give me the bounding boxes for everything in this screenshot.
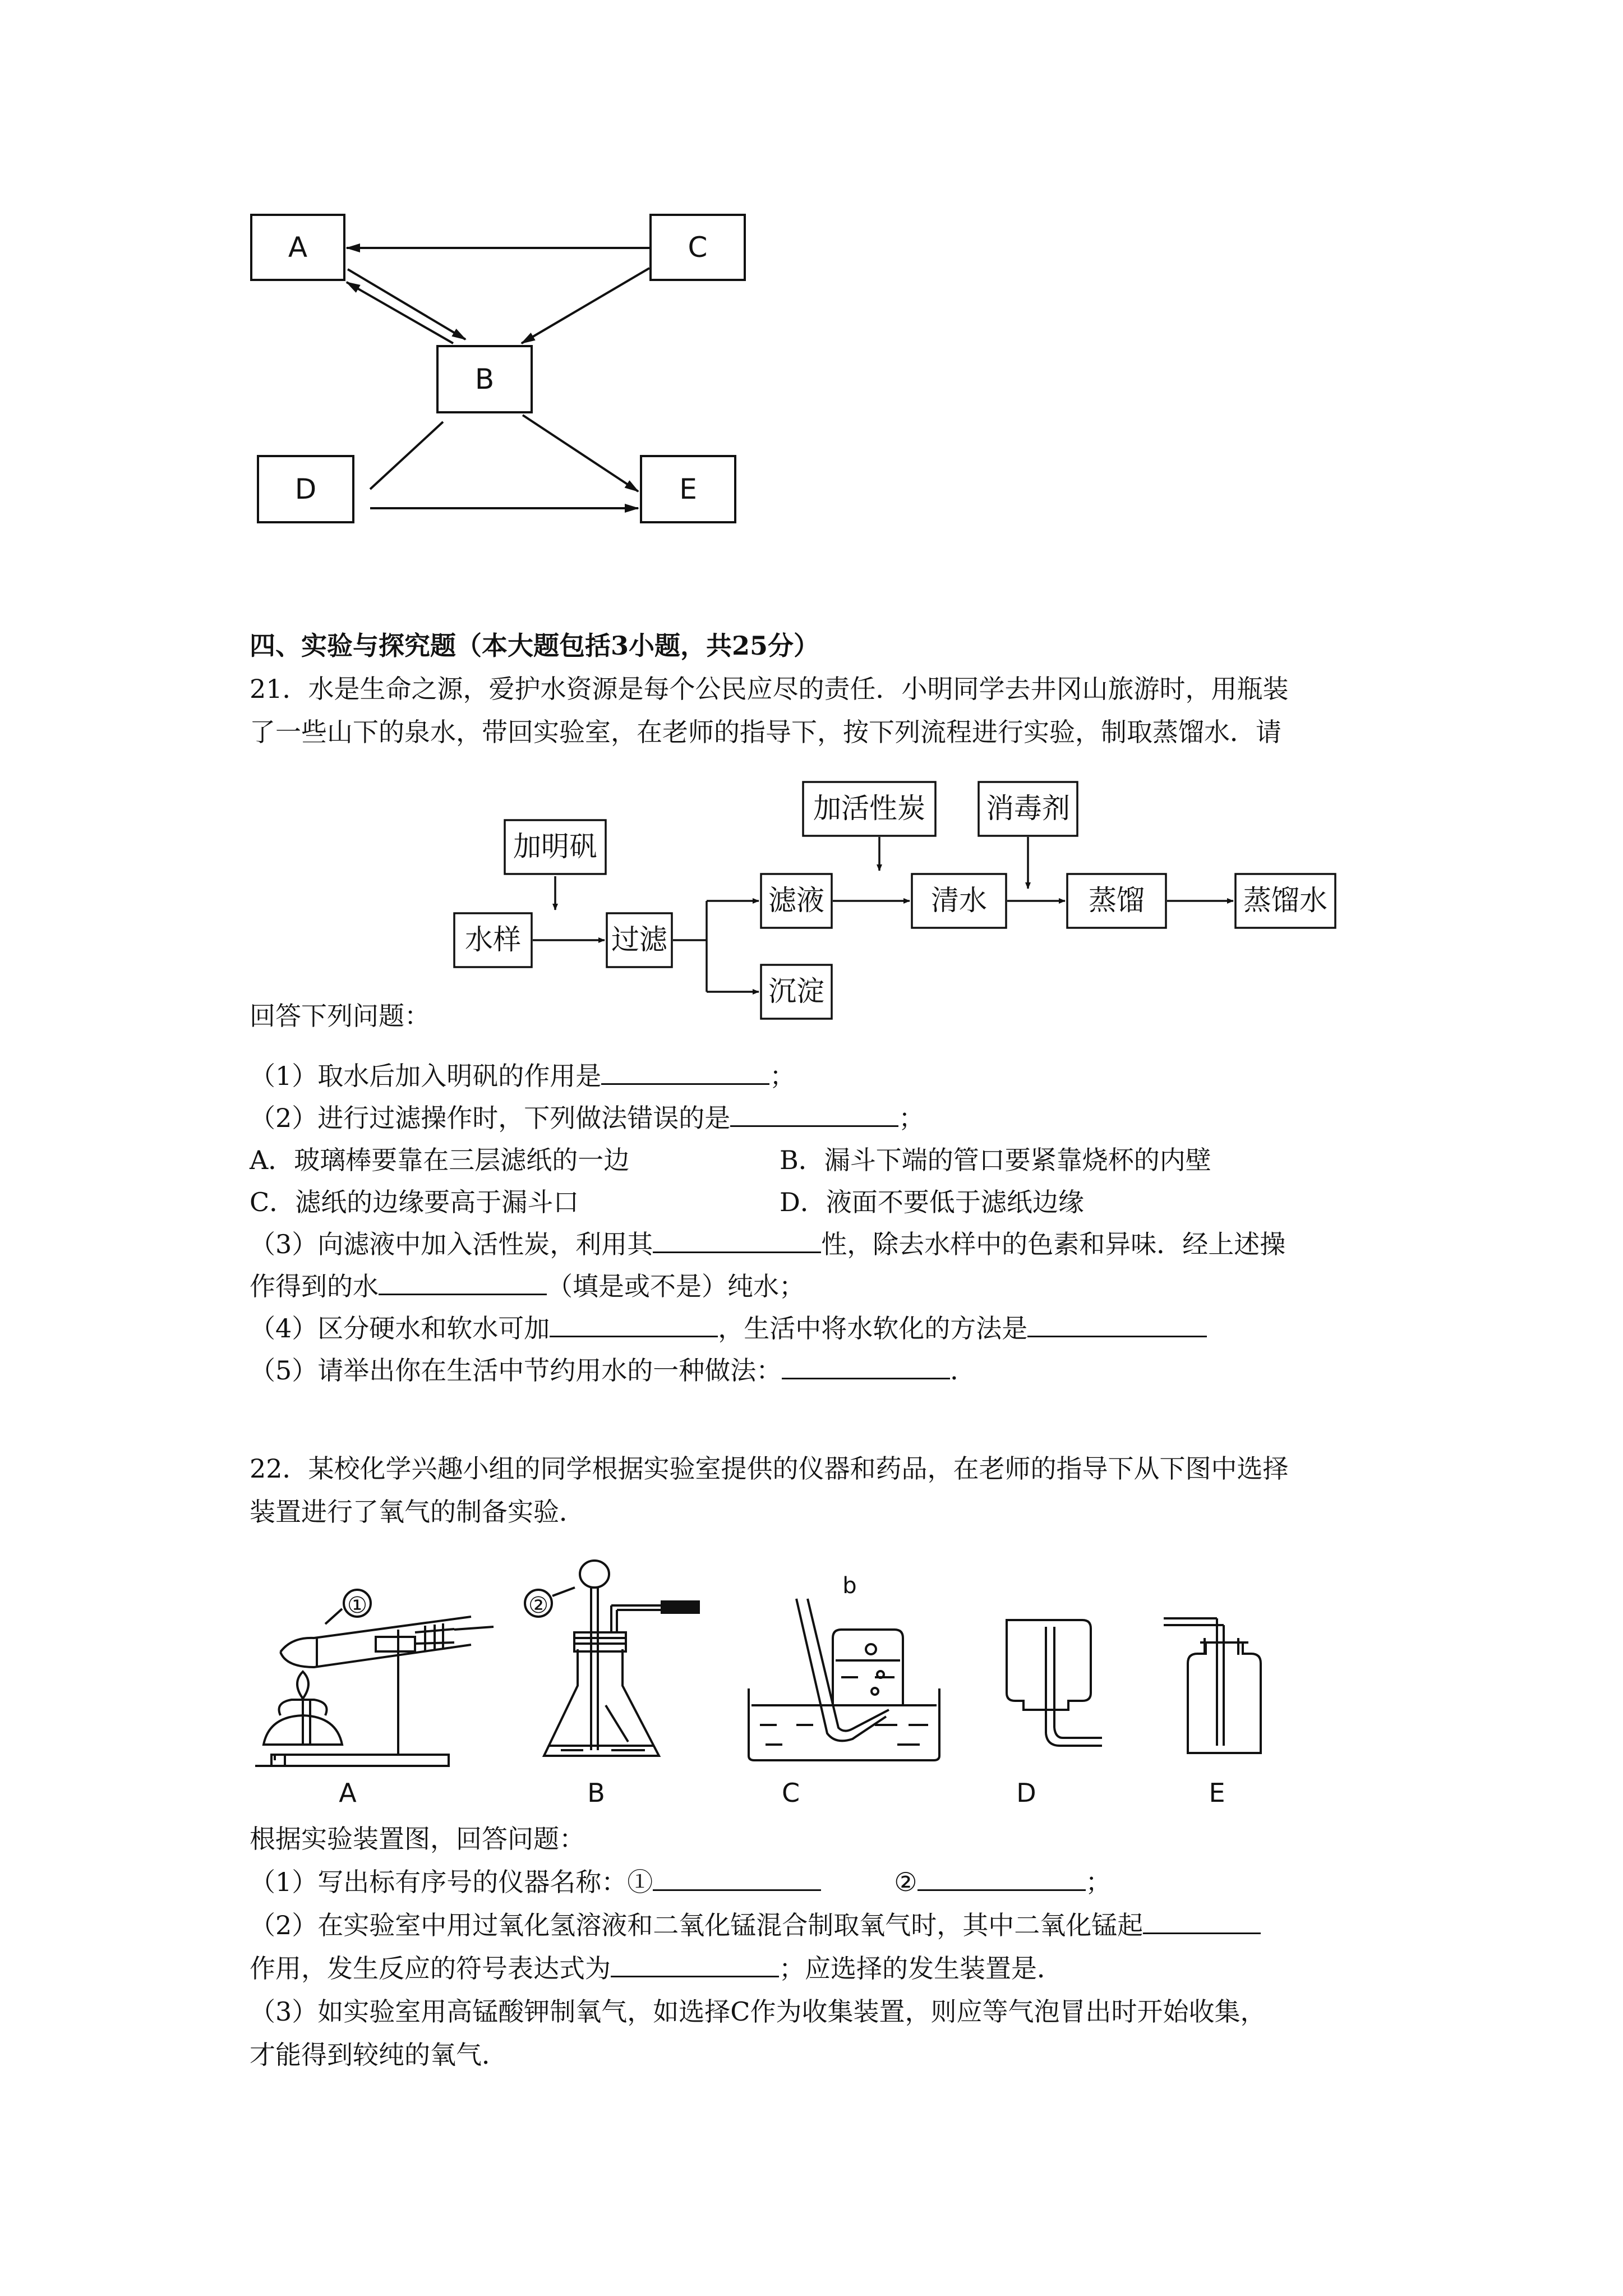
apparatus-mark-2: ②	[528, 1593, 548, 1618]
apparatus-diagram	[255, 1561, 1261, 1766]
apparatus-d	[1007, 1620, 1102, 1746]
flow-text-distill: 蒸馏	[1089, 884, 1145, 917]
q21-part4	[250, 1310, 1207, 1347]
flow-text-sample: 水样	[465, 923, 521, 956]
flow-text-carbon: 加活性炭	[813, 792, 925, 825]
node-d-label: D	[294, 473, 317, 505]
q21-part3-blank2[interactable]	[379, 1269, 547, 1295]
q22-part2	[250, 1907, 1261, 1944]
q21-part4-blank2[interactable]	[1027, 1311, 1207, 1337]
q21-part1-blank[interactable]	[601, 1059, 769, 1085]
apparatus-c	[749, 1599, 939, 1760]
flow-text-alum: 加明矾	[513, 830, 597, 863]
q21-part1-end: ；	[769, 1061, 796, 1091]
flow-text-precipitate: 沉淀	[768, 975, 824, 1007]
q22-part3: （3）如实验室用高锰酸钾制氧气，如选择C作为收集装置，则应等气泡冒出时开始收集，	[250, 1996, 1266, 2027]
q22-part1-blank1[interactable]	[653, 1865, 821, 1891]
q21-part3-line2	[250, 1268, 805, 1305]
q21-part4-blank1[interactable]	[550, 1311, 718, 1337]
flow-text-distilled-water: 蒸馏水	[1243, 884, 1327, 917]
q22-line2: 装置进行了氧气的制备实验．	[250, 1497, 585, 1527]
apparatus-label-b: B	[587, 1778, 605, 1808]
q21-part2	[250, 1099, 924, 1137]
q21-part5-blank[interactable]	[782, 1353, 950, 1379]
q22-part2-blank1[interactable]	[1143, 1908, 1261, 1934]
q21-part3-cont: 性，除去水样中的色素和异味．经上述操	[821, 1229, 1286, 1259]
q21-part3-text2: 作得到的水	[250, 1271, 379, 1301]
q21-part5	[250, 1352, 976, 1389]
q22-part2-text: （2）在实验室中用过氧化氢溶液和二氧化锰混合制取氧气时，其中二氧化锰起	[250, 1910, 1144, 1940]
line-d-to-b	[370, 422, 443, 489]
q22-prompt: 根据实验装置图，回答问题：	[250, 1824, 585, 1854]
q22-part1-end: ；	[1085, 1867, 1112, 1897]
q21-part2-blank[interactable]	[730, 1101, 898, 1127]
q21-line1: 21．水是生命之源，爱护水资源是每个公民应尽的责任．小明同学去井冈山旅游时，用瓶装	[250, 674, 1289, 704]
q22-part2-text2: 作用，发生反应的符号表达式为	[250, 1953, 611, 1984]
apparatus-mark-1: ①	[347, 1593, 367, 1618]
q21-part3	[250, 1226, 1285, 1263]
apparatus-a	[255, 1590, 494, 1766]
q21-prompt: 回答下列问题：	[250, 1001, 430, 1031]
q22-part2-line2	[250, 1950, 1063, 1987]
apparatus-label-d: D	[1016, 1778, 1036, 1808]
arrow-b-to-a	[347, 282, 453, 343]
q21-part2-text: （2）进行过滤操作时，下列做法错误的是	[250, 1103, 731, 1133]
apparatus-e	[1164, 1618, 1261, 1753]
node-a-label: A	[288, 231, 308, 264]
flow-text-filter: 过滤	[611, 923, 667, 956]
q21-part1	[250, 1057, 795, 1094]
q22-part1-blank2[interactable]	[917, 1865, 1086, 1891]
node-b-label: B	[474, 363, 495, 395]
arrow-b-to-e	[523, 415, 638, 491]
q21-part4-cont: ，生活中将水软化的方法是	[718, 1313, 1028, 1343]
flow-text-disinfectant: 消毒剂	[986, 792, 1070, 825]
q21-part2-end: ；	[898, 1103, 925, 1133]
arrow-a-to-b	[348, 269, 465, 339]
q21-line2: 了一些山下的泉水，带回实验室，在老师的指导下，按下列流程进行实验，制取蒸馏水．请	[250, 717, 1281, 747]
q21-part5-end: ．	[950, 1355, 976, 1386]
q21-part3-blank1[interactable]	[653, 1227, 821, 1253]
q22-line1: 22．某校化学兴趣小组的同学根据实验室提供的仪器和药品，在老师的指导下从下图中选择	[250, 1453, 1289, 1484]
apparatus-mark-b: b	[842, 1573, 857, 1599]
water-flow-chart	[454, 782, 1335, 1019]
section-title: 四、实验与探究题（本大题包括3小题，共25分）	[250, 631, 820, 661]
apparatus-label-e: E	[1209, 1778, 1225, 1808]
apparatus-b	[525, 1561, 699, 1756]
q21-option-c: C．滤纸的边缘要高于漏斗口	[250, 1187, 579, 1217]
apparatus-label-a: A	[339, 1778, 357, 1808]
q21-option-d: D．液面不要低于滤纸边缘	[780, 1187, 1084, 1217]
q22-part1-text: （1）写出标有序号的仪器名称：①	[250, 1867, 653, 1897]
q22-part2-blank2[interactable]	[611, 1951, 779, 1977]
apparatus-label-c: C	[781, 1778, 800, 1808]
q22-part3-line2: 才能得到较纯的氧气．	[250, 2040, 508, 2070]
arrow-c-to-b	[522, 268, 649, 343]
q21-part3-end: （填是或不是）纯水；	[547, 1271, 805, 1301]
q21-part3-text: （3）向滤液中加入活性炭，利用其	[250, 1229, 653, 1259]
node-c-label: C	[688, 231, 708, 264]
flow-text-clear-water: 清水	[931, 884, 987, 917]
q21-part1-text: （1）取水后加入明矾的作用是	[250, 1061, 602, 1091]
q21-part4-text: （4）区分硬水和软水可加	[250, 1313, 550, 1343]
flow-text-filtrate: 滤液	[768, 884, 824, 917]
q21-part5-text: （5）请举出你在生活中节约用水的一种做法：	[250, 1355, 782, 1386]
q21-option-b: B．漏斗下端的管口要紧靠烧杯的内壁	[780, 1145, 1211, 1175]
node-e-label: E	[679, 473, 697, 505]
q22-part2-end: ；应选择的发生装置是．	[779, 1953, 1063, 1984]
q22-part1-mark2: ②	[894, 1867, 917, 1897]
q22-part1	[250, 1864, 1112, 1901]
q21-option-a: A．玻璃棒要靠在三层滤纸的一边	[250, 1145, 630, 1175]
